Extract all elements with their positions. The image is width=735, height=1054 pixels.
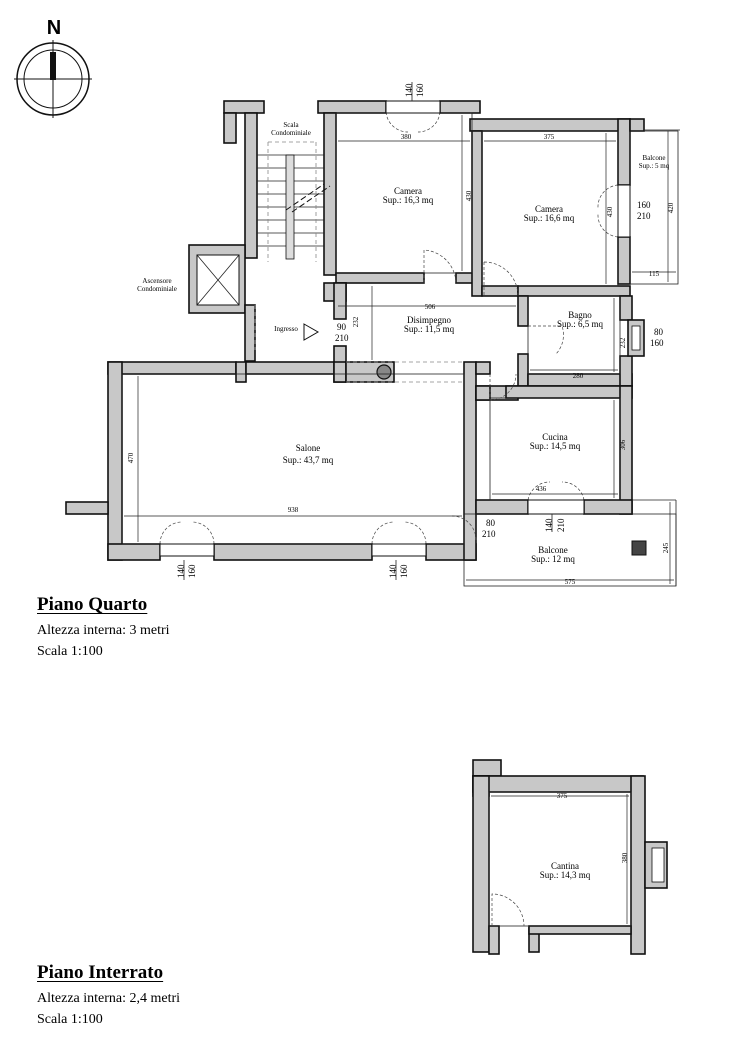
dim-balcone-width: 575 (564, 578, 576, 586)
room-stair-label2: Condominiale (271, 129, 311, 137)
room-balcone-name: Balcone (538, 545, 568, 555)
room-cantina-area: Sup.: 14,3 mq (539, 870, 591, 880)
dim-disimpegno-height: 232 (352, 316, 360, 328)
dim-salone-height: 470 (127, 452, 135, 464)
dim-salone-window1-b: 160 (187, 564, 197, 578)
compass-needle (50, 52, 56, 80)
room-salone-area: Sup.: 43,7 mq (282, 455, 334, 465)
dim-cantina-height: 380 (621, 852, 629, 864)
room-lift-label2: Condominiale (137, 285, 177, 293)
room-bagno-area: Sup.: 6,5 mq (556, 319, 604, 329)
basement-caption (37, 962, 180, 1030)
dim-cam1-width: 380 (400, 133, 412, 141)
dim-bagno-width: 280 (572, 372, 584, 380)
floor4-title: Piano Quarto (37, 594, 148, 615)
stair-steps (257, 142, 330, 262)
dim-balcone-door-a: 80 (486, 518, 495, 528)
room-camera1-area: Sup.: 16,3 mq (382, 195, 434, 205)
room-entry-label: Ingresso (274, 325, 298, 333)
dim-disimpegno-width: 506 (424, 303, 436, 311)
dim-bagno-window-a: 80 (654, 327, 663, 337)
dim-cam2-window-b: 210 (637, 211, 651, 221)
floor4-labels (137, 121, 670, 564)
dim-cucina-width: 436 (535, 485, 547, 493)
dim-bagno-height: 232 (619, 337, 627, 349)
compass (14, 17, 92, 118)
dim-entry-b: 210 (335, 333, 349, 343)
basement-plan (473, 760, 667, 954)
floor4-walls (66, 101, 646, 560)
floor4-scale: Scala 1:100 (37, 644, 103, 659)
floor4-caption (37, 594, 170, 662)
dim-cucina-height: 306 (619, 439, 627, 451)
floor4-height: Altezza interna: 3 metri (37, 623, 170, 638)
dim-salone-window2-a: 140 (388, 564, 398, 578)
dim-cam1-height: 430 (465, 190, 473, 202)
room-cucina-name: Cucina (542, 432, 568, 442)
dim-salone-window2-b: 160 (399, 564, 409, 578)
dim-top-window-a: 140 (404, 83, 414, 97)
dim-balcone-small-width: 115 (648, 270, 660, 278)
basement-height: Altezza interna: 2,4 metri (37, 991, 181, 1006)
room-camera2-area: Sup.: 16,6 mq (523, 213, 575, 223)
dim-balcone-small-height: 420 (667, 202, 675, 214)
basement-title: Piano Interrato (37, 962, 164, 983)
dim-cam2-height: 430 (606, 206, 614, 218)
room-lift-label: Ascensore (142, 277, 172, 285)
room-disimpegno-area: Sup.: 11,5 mq (403, 324, 455, 334)
room-disimpegno-name: Disimpegno (407, 315, 451, 325)
room-balcone-small-area: Sup.: 5 mq (638, 162, 670, 170)
dim-cam2-width: 375 (543, 133, 555, 141)
dim-cucina-window-b: 210 (556, 518, 566, 532)
room-cucina-area: Sup.: 14,5 mq (529, 441, 581, 451)
dim-bagno-window-b: 160 (650, 338, 664, 348)
room-camera1-name: Camera (394, 186, 422, 196)
dim-cam2-window-a: 160 (637, 200, 651, 210)
room-bagno-name: Bagno (568, 310, 592, 320)
room-stair-label: Scala (283, 121, 299, 129)
floor4-room-outlines (122, 113, 680, 586)
room-cantina-name: Cantina (551, 861, 579, 871)
dim-balcone-height: 245 (662, 542, 670, 554)
room-salone-name: Salone (295, 443, 321, 453)
dim-balcone-door-b: 210 (482, 529, 496, 539)
dim-cantina-width: 375 (556, 792, 568, 800)
room-camera2-name: Camera (535, 204, 563, 214)
dim-salone-width: 938 (287, 506, 299, 514)
dim-cucina-window-a: 140 (544, 518, 554, 532)
room-balcone-area: Sup.: 12 mq (531, 554, 575, 564)
compass-north-letter: N (46, 17, 62, 39)
dim-entry-a: 90 (337, 322, 346, 332)
basement-scale: Scala 1:100 (37, 1012, 103, 1027)
room-balcone-small-name: Balcone (642, 154, 666, 162)
dim-salone-window1-a: 140 (176, 564, 186, 578)
dim-top-window-b: 160 (415, 83, 425, 97)
